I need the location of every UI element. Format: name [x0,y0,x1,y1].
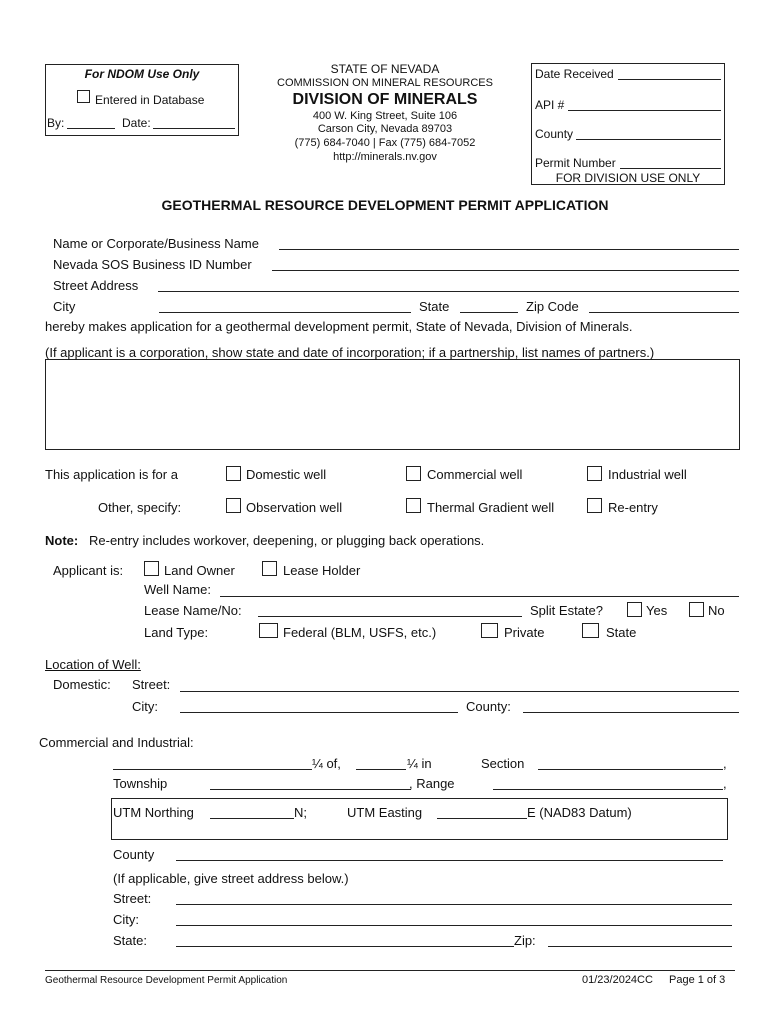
domestic-city-label: City: [132,699,158,714]
entered-database-checkbox[interactable] [77,90,90,103]
quarter-of-field[interactable] [113,769,312,770]
quarter-in-field[interactable] [356,769,406,770]
observation-well-label: Observation well [246,500,343,515]
utm-easting-suffix: E (NAD83 Datum) [527,805,632,820]
applicant-is-label: Applicant is: [53,563,124,578]
zip-field[interactable] [589,312,739,313]
range-field[interactable] [493,789,723,790]
land-owner-label: Land Owner [164,563,235,578]
footer-page: Page 1 of 3 [669,974,726,986]
city2-label: City: [113,912,139,927]
domestic-label: Domestic: [53,677,111,692]
form-title: GEOTHERMAL RESOURCE DEVELOPMENT PERMIT APPLICATION [161,197,609,213]
header-division: DIVISION OF MINERALS [292,91,478,108]
well-name-label: Well Name: [144,582,211,597]
utm-northing-label: UTM Northing [113,805,194,820]
permit-number-field[interactable] [620,168,721,169]
corporation-note: (If applicant is a corporation, show state and date of incorporation; if a partnership, list names of partners.) [45,345,655,360]
township-field[interactable] [210,789,411,790]
observation-well-checkbox[interactable] [226,498,241,513]
split-estate-no-label: No [708,603,725,618]
commercial-industrial-label: Commercial and Industrial: [39,735,194,750]
lease-holder-checkbox[interactable] [262,561,277,576]
split-estate-yes-label: Yes [646,603,668,618]
note-text: Re-entry includes workover, deepening, or plugging back operations. [89,533,485,548]
date-received-field[interactable] [618,79,721,80]
range-comma: , [723,776,727,791]
state-land-checkbox[interactable] [582,623,599,638]
entered-database-label: Entered in Database [95,93,205,107]
city-field[interactable] [159,312,411,313]
if-applicable-text: (If applicable, give street address below.) [113,871,349,886]
state2-field[interactable] [176,946,514,947]
location-heading: Location of Well: [45,657,141,672]
zip-label: Zip Code [526,299,579,314]
federal-land-checkbox[interactable] [259,623,278,638]
hereby-text: hereby makes application for a geothermal development permit, State of Nevada, Division of Minerals. [45,319,633,334]
note-label: Note: [45,533,79,548]
split-estate-no-checkbox[interactable] [689,602,704,617]
thermal-gradient-well-label: Thermal Gradient well [427,500,555,515]
lease-holder-label: Lease Holder [283,563,361,578]
street-address-label: Street Address [53,278,139,293]
zip2-label: Zip: [514,933,536,948]
utm-northing-field[interactable] [210,818,294,819]
industrial-well-checkbox[interactable] [587,466,602,481]
header-url: http://minerals.nv.gov [333,151,437,163]
header-phone: (775) 684-7040 | Fax (775) 684-7052 [294,137,476,149]
street2-label: Street: [113,891,152,906]
footer-rule [45,970,735,971]
header-address1: 400 W. King Street, Suite 106 [312,110,458,122]
private-land-label: Private [504,625,545,640]
domestic-county-label: County: [466,699,511,714]
private-land-checkbox[interactable] [481,623,498,638]
domestic-well-label: Domestic well [246,467,327,482]
state-field[interactable] [460,312,518,313]
ndom-date-label: Date: [122,116,151,130]
lease-name-field[interactable] [258,616,522,617]
section-comma: , [723,756,727,771]
ndom-by-field[interactable] [67,128,115,129]
commercial-well-checkbox[interactable] [406,466,421,481]
zip2-field[interactable] [548,946,732,947]
footer-form-name: Geothermal Resource Development Permit Application [45,975,288,986]
division-use-footer: FOR DIVISION USE ONLY [555,171,701,185]
domestic-county-field[interactable] [523,712,739,713]
api-label: API # [535,98,565,112]
business-name-label: Name or Corporate/Business Name [53,236,259,251]
domestic-street-field[interactable] [180,691,739,692]
range-label: , Range [409,776,455,791]
state2-label: State: [113,933,147,948]
application-for-label: This application is for a [45,467,178,482]
footer-date: 01/23/2024CC [582,974,653,986]
ndom-by-label: By: [47,116,65,130]
header-commission: COMMISSION ON MINERAL RESOURCES [277,77,493,89]
land-owner-checkbox[interactable] [144,561,159,576]
corporation-details-textarea[interactable] [45,359,740,450]
land-type-label: Land Type: [144,625,209,640]
ndom-title: For NDOM Use Only [84,67,200,81]
state-label: State [419,299,450,314]
utm-easting-field[interactable] [437,818,527,819]
commercial-well-label: Commercial well [427,467,523,482]
city-label: City [53,299,76,314]
county-label: County [535,127,574,141]
reentry-checkbox[interactable] [587,498,602,513]
street2-field[interactable] [176,904,732,905]
utm-northing-suffix: N; [294,805,307,820]
domestic-city-field[interactable] [180,712,458,713]
domestic-street-label: Street: [132,677,171,692]
well-name-field[interactable] [220,596,739,597]
api-field[interactable] [568,110,721,111]
header-address2: Carson City, Nevada 89703 [317,123,453,135]
county2-field[interactable] [176,860,723,861]
thermal-gradient-well-checkbox[interactable] [406,498,421,513]
split-estate-yes-checkbox[interactable] [627,602,642,617]
ndom-date-field[interactable] [153,128,235,129]
industrial-well-label: Industrial well [608,467,687,482]
city2-field[interactable] [176,925,732,926]
state-land-label: State [606,625,637,640]
permit-number-label: Permit Number [535,156,616,170]
lease-name-label: Lease Name/No: [144,603,242,618]
header-state: STATE OF NEVADA [330,62,440,76]
utm-easting-label: UTM Easting [347,805,423,820]
domestic-well-checkbox[interactable] [226,466,241,481]
township-label: Township [113,776,168,791]
street-address-field[interactable] [158,291,739,292]
section-label: Section [481,756,525,771]
county2-label: County [113,847,155,862]
date-received-label: Date Received [535,67,614,81]
split-estate-label: Split Estate? [530,603,603,618]
other-specify-label: Other, specify: [98,500,182,515]
sos-id-label: Nevada SOS Business ID Number [53,257,252,272]
sos-id-field[interactable] [272,270,739,271]
section-field[interactable] [538,769,723,770]
quarter-in-label: ¼ in [407,756,432,771]
quarter-of-label: ¼ of, [312,756,341,771]
county-field[interactable] [576,139,721,140]
reentry-label: Re-entry [608,500,658,515]
federal-land-label: Federal (BLM, USFS, etc.) [283,625,437,640]
business-name-field[interactable] [279,249,739,250]
